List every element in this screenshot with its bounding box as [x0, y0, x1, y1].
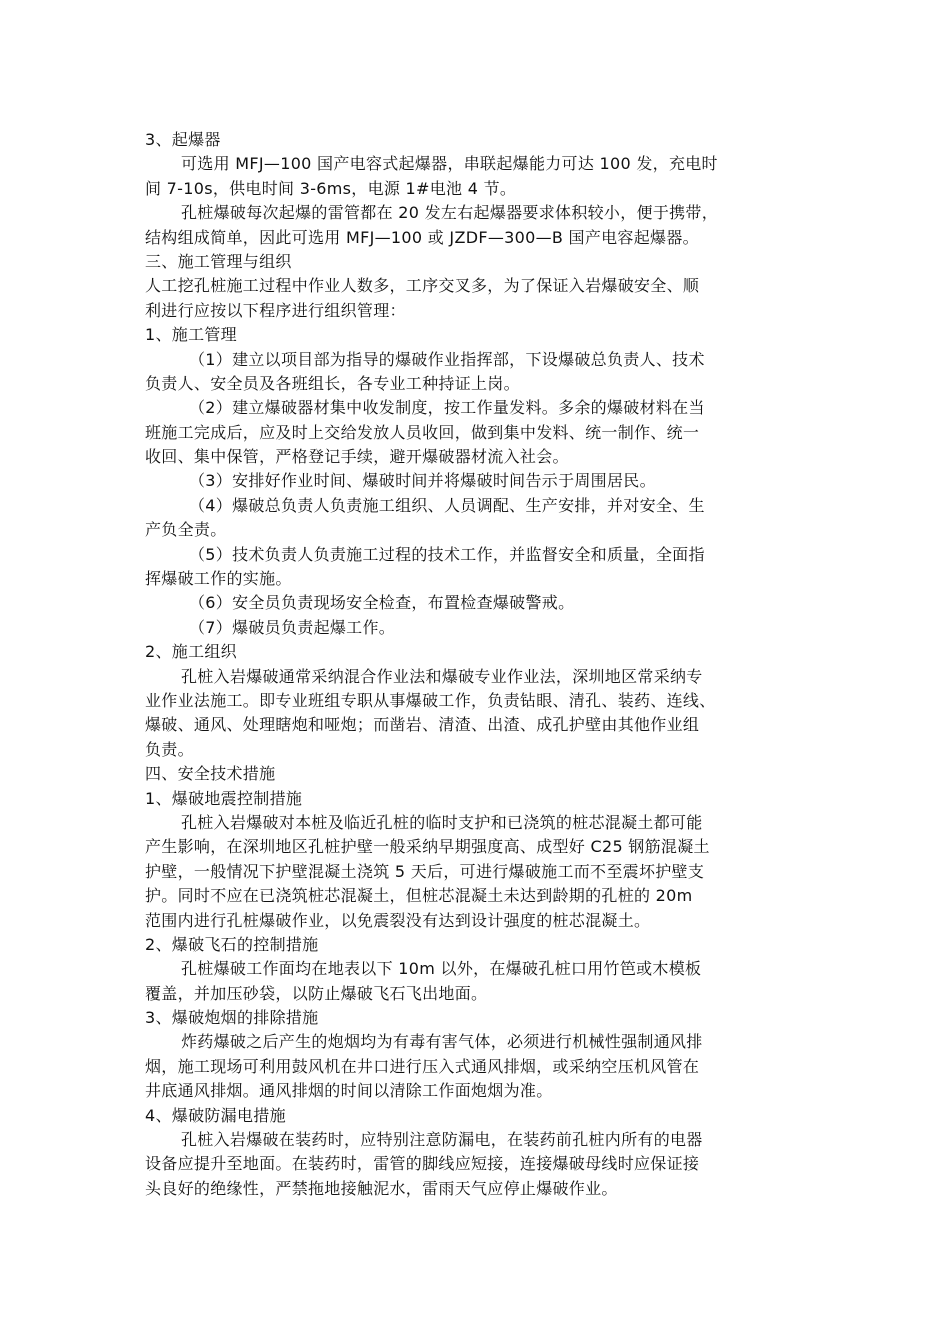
- subsection-heading: 1、爆破地震控制措施: [145, 788, 303, 808]
- text-line: 人工挖孔桩施工过程中作业人数多，工序交叉多，为了保证入岩爆破安全、顺: [145, 276, 700, 296]
- subsection-heading: 2、施工组织: [145, 642, 237, 662]
- text-line: 利进行应按以下程序进行组织管理：: [145, 300, 406, 320]
- section-heading: 三、施工管理与组织: [145, 251, 292, 271]
- text-line: 护。同时不应在已浇筑桩芯混凝土，但桩芯混凝土未达到龄期的孔桩的 20m: [145, 886, 693, 906]
- text-line: 挥爆破工作的实施。: [145, 569, 292, 589]
- text-line: 业作业法施工。即专业班组专职从事爆破工作，负责钻眼、清孔、装药、连线、: [145, 690, 716, 710]
- text-line: 孔桩爆破工作面均在地表以下 10m 以外，在爆破孔桩口用竹笆或木模板: [181, 959, 702, 979]
- text-line: 覆盖，并加压砂袋，以防止爆破飞石飞出地面。: [145, 983, 488, 1003]
- text-line: 孔桩入岩爆破通常采纳混合作业法和爆破专业作业法，深圳地区常采纳专: [181, 666, 703, 686]
- text-line: 孔桩爆破每次起爆的雷管都在 20 发左右起爆器要求体积较小，便于携带，: [181, 203, 719, 223]
- text-line: 班施工完成后，应及时上交给发放人员收回，做到集中发料、统一制作、统一: [145, 422, 700, 442]
- subsection-heading: 2、爆破飞石的控制措施: [145, 934, 319, 954]
- text-line: （6）安全员负责现场安全检查，布置检查爆破警戒。: [189, 593, 575, 613]
- text-line: 负责。: [145, 739, 194, 759]
- text-line: 产负全责。: [145, 520, 227, 540]
- text-line: 产生影响，在深圳地区孔桩护壁一般采纳早期强度高、成型好 C25 钢筋混凝土: [145, 837, 710, 857]
- text-line: 负责人、安全员及各班组长，各专业工种持证上岗。: [145, 373, 520, 393]
- text-line: 孔桩入岩爆破对本桩及临近孔桩的临时支护和已浇筑的桩芯混凝土都可能: [181, 812, 703, 832]
- text-line: 炸药爆破之后产生的炮烟均为有毒有害气体，必须进行机械性强制通风排: [181, 1032, 703, 1052]
- text-line: 爆破、通风、处理瞎炮和哑炮；而凿岩、清渣、出渣、成孔护壁由其他作业组: [145, 715, 700, 735]
- text-line: 头良好的绝缘性，严禁拖地接触泥水，雷雨天气应停止爆破作业。: [145, 1178, 618, 1198]
- subsection-heading: 4、爆破防漏电措施: [145, 1105, 286, 1125]
- subsection-heading: 1、施工管理: [145, 325, 237, 345]
- section-heading: 四、安全技术措施: [145, 764, 276, 784]
- text-line: （2）建立爆破器材集中收发制度，按工作量发料。多余的爆破材料在当: [189, 398, 705, 418]
- text-line: （5）技术负责人负责施工过程的技术工作，并监督安全和质量，全面指: [189, 544, 705, 564]
- text-line: 孔桩入岩爆破在装药时，应特别注意防漏电，在装药前孔桩内所有的电器: [181, 1130, 703, 1150]
- document-body: [145, 128, 815, 1201]
- text-line: （4）爆破总负责人负责施工组织、人员调配、生产安排，并对安全、生: [189, 495, 705, 515]
- text-line: （1）建立以项目部为指导的爆破作业指挥部，下设爆破总负责人、技术: [189, 349, 705, 369]
- text-line: （7）爆破员负责起爆工作。: [189, 617, 396, 637]
- text-line: 范围内进行孔桩爆破作业，以免震裂没有达到设计强度的桩芯混凝土。: [145, 910, 651, 930]
- text-line: 3、起爆器: [145, 130, 221, 149]
- text-line: 间 7-10s，供电时间 3-6ms，电源 1#电池 4 节。: [145, 178, 517, 198]
- text-line: 护壁，一般情况下护壁混凝土浇筑 5 天后，可进行爆破施工而不至震坏护壁支: [145, 861, 705, 881]
- subsection-heading: 3、爆破炮烟的排除措施: [145, 1008, 319, 1028]
- text-line: 结构组成简单，因此可选用 MFJ—100 或 JZDF—300—B 国产电容起爆器。: [145, 227, 699, 247]
- text-line: 设备应提升至地面。在装药时，雷管的脚线应短接，连接爆破母线时应保证接: [145, 1154, 700, 1174]
- text-line: 可选用 MFJ—100 国产电容式起爆器，串联起爆能力可达 100 发，充电时: [181, 154, 718, 174]
- text-line: 烟，施工现场可利用鼓风机在井口进行压入式通风排烟，或采纳空压机风管在: [145, 1056, 700, 1076]
- text-line: （3）安排好作业时间、爆破时间并将爆破时间告示于周围居民。: [189, 471, 656, 491]
- text-line: 井底通风排烟。通风排烟的时间以清除工作面炮烟为准。: [145, 1081, 553, 1101]
- text-line: 收回、集中保管，严格登记手续，避开爆破器材流入社会。: [145, 447, 569, 467]
